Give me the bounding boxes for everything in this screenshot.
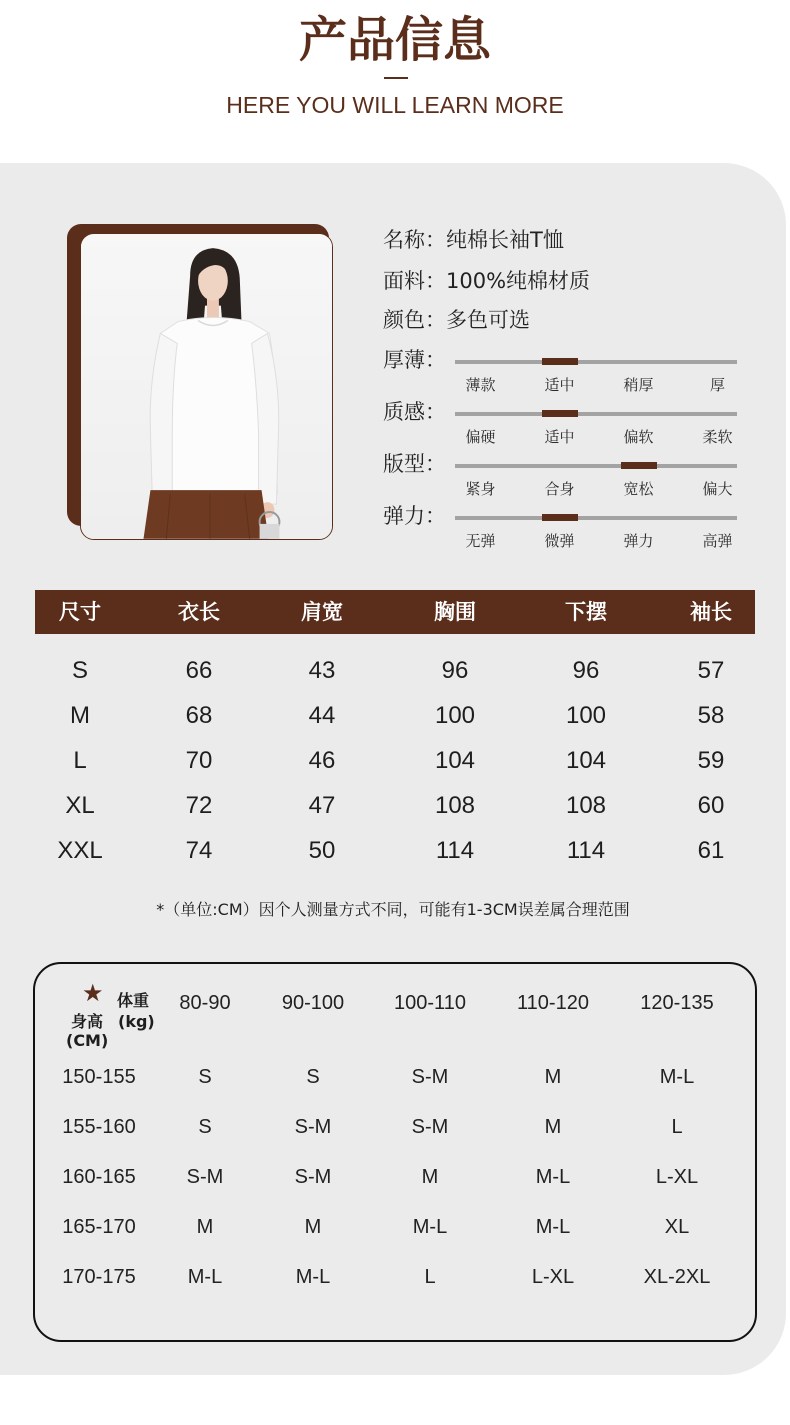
scale-option: 合身 xyxy=(544,480,575,498)
recommended-size: M xyxy=(421,1166,439,1188)
scale-option: 偏软 xyxy=(623,428,654,446)
size-header-cell: 衣长 xyxy=(178,600,220,624)
height-range: 150-155 xyxy=(62,1066,136,1088)
recommended-size: S xyxy=(306,1066,320,1088)
product-fabric-row xyxy=(383,269,590,293)
recommended-size: M xyxy=(196,1216,214,1238)
size-table-cell: 108 xyxy=(565,792,607,819)
size-table-cell: 96 xyxy=(441,657,469,684)
recommended-size: S xyxy=(198,1116,212,1138)
scale-option: 适中 xyxy=(544,376,575,394)
table-row xyxy=(35,746,755,776)
product-fabric-value: 100%纯棉材质 xyxy=(446,269,591,293)
scale-marker xyxy=(621,462,657,469)
product-fabric-label: 面料： xyxy=(383,269,446,293)
scale-option: 高弹 xyxy=(702,532,733,550)
product-name-label: 名称： xyxy=(383,228,446,252)
table-row xyxy=(35,656,755,686)
size-table-cell: 60 xyxy=(697,792,725,819)
height-unit: (CM) xyxy=(66,1031,109,1050)
scale-options xyxy=(441,428,757,446)
size-table-cell: 58 xyxy=(697,702,725,729)
size-table-body xyxy=(35,640,755,880)
table-row xyxy=(35,1164,755,1190)
size-table-cell: 72 xyxy=(185,792,213,819)
size-table-cell: 47 xyxy=(308,792,336,819)
size-table-cell: M xyxy=(70,702,90,729)
attribute-label: 质感： xyxy=(383,400,446,424)
weight-range-header: 90-100 xyxy=(281,992,345,1014)
height-range: 155-160 xyxy=(62,1116,136,1138)
size-table-cell: 43 xyxy=(308,657,336,684)
page-title: 产品信息 xyxy=(298,12,491,68)
product-name-row xyxy=(383,228,564,252)
title-divider xyxy=(384,77,408,79)
table-row xyxy=(35,836,755,866)
table-row xyxy=(35,1214,755,1240)
recommended-size: S-M xyxy=(294,1166,332,1188)
recommended-size: L xyxy=(424,1266,436,1288)
model-illustration xyxy=(81,234,332,539)
recommended-size: S-M xyxy=(294,1116,332,1138)
size-table-cell: 114 xyxy=(566,837,606,864)
weight-range-header: 80-90 xyxy=(179,992,231,1014)
attribute-label: 弹力： xyxy=(383,504,446,528)
recommended-size: M-L xyxy=(187,1266,223,1288)
recommended-size: L-XL xyxy=(655,1166,699,1188)
table-row xyxy=(35,1064,755,1090)
product-color-row xyxy=(383,308,530,332)
attribute-label: 厚薄： xyxy=(383,348,446,372)
scale-option: 紧身 xyxy=(465,480,496,498)
recommended-size: M xyxy=(544,1066,562,1088)
recommended-size: M xyxy=(304,1216,322,1238)
size-table-cell: XXL xyxy=(57,837,103,864)
star-icon: ★ xyxy=(82,979,104,1007)
size-table-cell: 59 xyxy=(697,747,725,774)
attribute-row xyxy=(383,348,763,398)
size-header-cell: 下摆 xyxy=(565,600,607,624)
scale-option: 弹力 xyxy=(623,532,654,550)
recommended-size: L-XL xyxy=(531,1266,575,1288)
recommended-size: XL-2XL xyxy=(643,1266,711,1288)
scale-option: 稍厚 xyxy=(623,376,654,394)
attribute-row xyxy=(383,452,763,502)
recommended-size: S xyxy=(198,1066,212,1088)
scale-marker xyxy=(542,410,578,417)
weight-range-header: 120-135 xyxy=(640,992,714,1014)
recommended-size: XL xyxy=(664,1216,690,1238)
scale-track xyxy=(455,360,737,364)
scale-marker xyxy=(542,514,578,521)
scale-track xyxy=(455,412,737,416)
size-table-cell: XL xyxy=(65,792,95,819)
size-table-cell: 68 xyxy=(185,702,213,729)
scale-marker xyxy=(542,358,578,365)
size-table-header xyxy=(35,590,755,634)
scale-track xyxy=(455,464,737,468)
scale-option: 适中 xyxy=(544,428,575,446)
weight-range-header: 100-110 xyxy=(394,992,466,1014)
table-row xyxy=(35,701,755,731)
height-range: 165-170 xyxy=(62,1216,136,1238)
table-row xyxy=(35,1114,755,1140)
recommended-size: M-L xyxy=(412,1216,448,1238)
attribute-row xyxy=(383,400,763,450)
size-table-cell: 74 xyxy=(185,837,213,864)
recommended-size: S-M xyxy=(186,1166,224,1188)
recommended-size: M xyxy=(544,1116,562,1138)
scale-option: 厚 xyxy=(709,376,725,394)
size-table-cell: 70 xyxy=(185,747,213,774)
attribute-row xyxy=(383,504,763,554)
measurement-note: *（单位:CM）因个人测量方式不同，可能有1-3CM误差属合理范围 xyxy=(156,900,630,919)
recommended-size: S-M xyxy=(411,1066,449,1088)
weight-unit: (kg) xyxy=(118,1012,155,1031)
table-row xyxy=(35,1264,755,1290)
product-color-label: 颜色： xyxy=(383,308,446,332)
size-table-cell: 96 xyxy=(572,657,600,684)
model-photo xyxy=(80,233,333,540)
size-recommendation-table xyxy=(33,962,757,1342)
size-header-cell: 尺寸 xyxy=(59,600,101,624)
recommended-size: M-L xyxy=(295,1266,331,1288)
size-table-cell: 46 xyxy=(308,747,336,774)
height-range: 160-165 xyxy=(62,1166,136,1188)
size-table-cell: 104 xyxy=(434,747,476,774)
weight-label: 体重 xyxy=(117,991,150,1010)
recommended-size: S-M xyxy=(411,1116,449,1138)
size-header-cell: 胸围 xyxy=(434,600,476,624)
size-table-cell: S xyxy=(71,657,88,684)
scale-option: 无弹 xyxy=(465,532,496,550)
scale-option: 微弹 xyxy=(544,532,575,550)
size-header-cell: 袖长 xyxy=(690,600,732,624)
size-table-cell: 61 xyxy=(697,837,725,864)
scale-option: 偏硬 xyxy=(465,428,496,446)
attribute-label: 版型： xyxy=(383,452,446,476)
product-name-value: 纯棉长袖T恤 xyxy=(446,228,564,252)
scale-option: 柔软 xyxy=(702,428,733,446)
weight-range-header: 110-120 xyxy=(517,992,589,1014)
scale-options xyxy=(441,480,757,498)
scale-track xyxy=(455,516,737,520)
scale-options xyxy=(441,532,757,550)
size-table-cell: 114 xyxy=(435,837,475,864)
height-range: 170-175 xyxy=(62,1266,136,1288)
recommended-size: L xyxy=(671,1116,683,1138)
scale-option: 偏大 xyxy=(702,480,733,498)
size-table-cell: 108 xyxy=(434,792,476,819)
scale-option: 宽松 xyxy=(623,480,654,498)
size-table-cell: 57 xyxy=(697,657,725,684)
size-table-cell: 100 xyxy=(565,702,607,729)
size-header-cell: 肩宽 xyxy=(301,600,343,624)
recommended-size: M-L xyxy=(535,1166,571,1188)
size-table-cell: 44 xyxy=(308,702,336,729)
size-table-cell: 104 xyxy=(565,747,607,774)
scale-option: 薄款 xyxy=(465,376,496,394)
height-label: 身高 xyxy=(71,1012,104,1031)
size-table-cell: 50 xyxy=(308,837,336,864)
page-subtitle: HERE YOU WILL LEARN MORE xyxy=(226,92,564,118)
size-table-cell: 66 xyxy=(185,657,213,684)
product-color-value: 多色可选 xyxy=(446,308,530,332)
table-row xyxy=(35,791,755,821)
recommended-size: M-L xyxy=(659,1066,695,1088)
scale-options xyxy=(441,376,757,394)
size-table-cell: 100 xyxy=(434,702,476,729)
size-table-cell: L xyxy=(73,747,87,774)
recommended-size: M-L xyxy=(535,1216,571,1238)
